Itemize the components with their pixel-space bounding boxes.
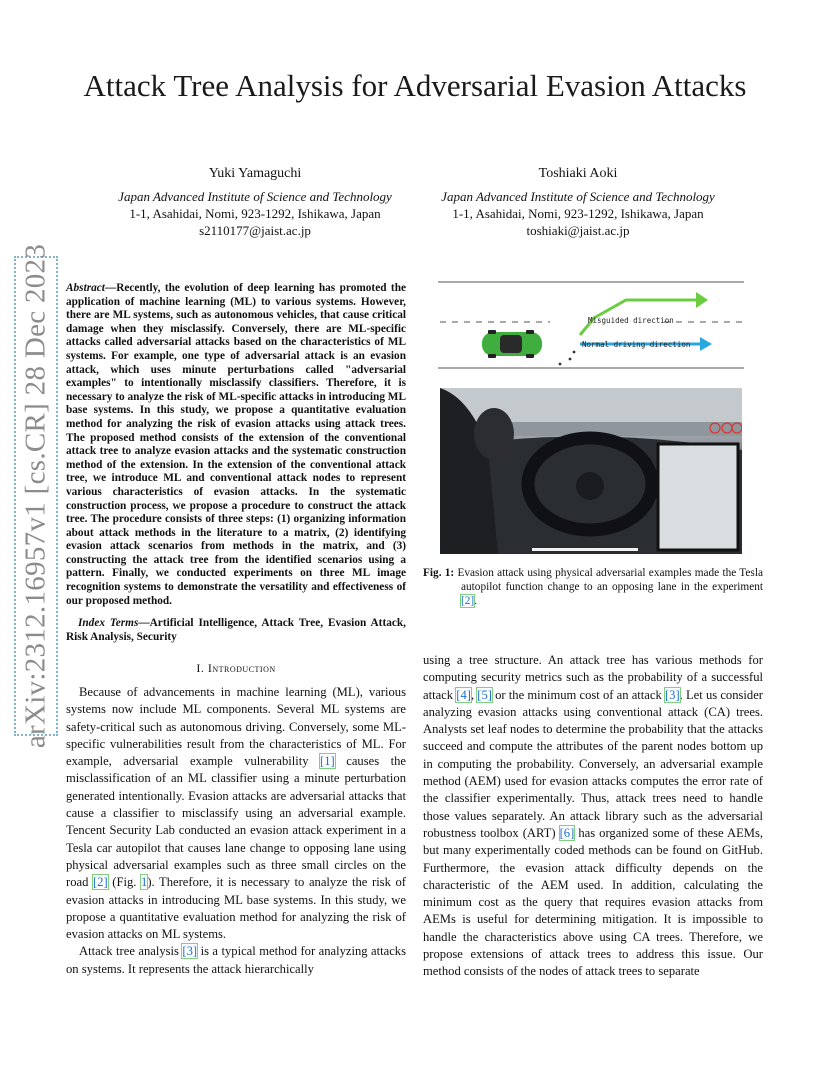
author-address: 1-1, Asahidai, Nomi, 923-1292, Ishikawa, Japan — [452, 206, 704, 221]
center-display — [658, 444, 738, 550]
index-terms — [66, 617, 406, 644]
tesla-cockpit-illustration — [440, 388, 742, 554]
text-run: (Fig. — [107, 875, 142, 890]
text-run: ). Therefore, it is necessary to analyze the risk of evasion attacks in introducing ML base systems. In this study, we propose a quantitative evaluation method for analyzing the risk of evasion attacks on ML systems. — [66, 875, 406, 942]
author-name: Yuki Yamaguchi — [208, 166, 302, 181]
text-run: or the minimum cost of an attack — [491, 687, 665, 702]
text-run: has organized some of these AEMs, but many experimentally coded methods can be found on GitHub. Furthermore, the evasion attack difficulty depends on the characteristic of the AEM used. In addition, calculating the minimum cost as the query that requires evasion attacks from AEMs is useful for determining mitigation. It is impossible to handle the characteristics above using CA trees. Therefore, we propose extensions of attack trees to address this issue. Our method consists of the nodes of attack trees to separate — [423, 825, 764, 979]
figure-caption: Fig. 1: Evasion attack using physical adversarial examples made the Tesla autopilot function change to an opposing lane in the experiment [2]. — [423, 567, 763, 607]
section-title: Introduction — [207, 661, 276, 675]
text-run: . Let us consider analyzing evasion attacks using conventional attack (CA) trees. Analysts set leaf nodes to determine the probability that the attacks succeed and compute the attributes of the parent nodes bottom up in computing the probability. Conversely, an adversarial example method (AEM) used for evasion attacks computes the error rate of the classifier experimentally. Thus, attack trees need to handle those values separately. An attack library such as the adversarial robustness toolbox (ART) — [423, 687, 763, 840]
section-number: I. — [196, 661, 205, 675]
abstract — [66, 282, 406, 608]
text-run: Attack tree analysis — [79, 944, 183, 959]
citation-link[interactable]: [3] — [182, 944, 198, 959]
road-dot — [573, 351, 576, 354]
misguided-arrow — [580, 292, 708, 335]
figure-diagram — [438, 280, 744, 372]
author-block-2 — [418, 165, 738, 239]
author-email: toshiaki@jaist.ac.jp — [526, 223, 630, 238]
paragraph — [66, 684, 406, 943]
normal-label: Normal driving direction — [582, 340, 691, 349]
misguided-label: Misguided direction — [588, 316, 674, 325]
citation-link[interactable]: [3] — [664, 687, 680, 702]
figure-label: Fig. 1: — [423, 567, 455, 579]
figure-ref-link[interactable]: 1 — [141, 875, 148, 890]
author-email: s2110177@jaist.ac.jp — [199, 223, 311, 238]
text-run: using a tree structure. An attack tree has various methods for computing security metrics such as the probability of a successful attack — [423, 653, 763, 702]
citation-link[interactable]: [5] — [477, 687, 492, 702]
author-name: Toshiaki Aoki — [538, 166, 618, 181]
text-run: , — [470, 687, 478, 702]
arxiv-stamp-link[interactable] — [14, 243, 58, 749]
road-dot — [559, 363, 562, 366]
citation-link[interactable]: [2] — [461, 595, 475, 607]
author-affiliation: Japan Advanced Institute of Science and Technology — [441, 189, 715, 204]
citation-link[interactable]: [2] — [92, 875, 108, 890]
left-column-text — [66, 684, 406, 978]
abstract-label: Abstract — [66, 282, 105, 294]
citation-link[interactable]: [6] — [559, 825, 575, 840]
author-address: 1-1, Asahidai, Nomi, 923-1292, Ishikawa, Japan — [129, 206, 381, 221]
text-run: Because of advancements in machine learning (ML), various systems now include ML components. Several ML systems are safety-critical such as autonomous driving. Conversely, some ML-specific vulnerabilities result from the characteristics of ML. For example, adversarial example vulnerability — [66, 685, 406, 769]
section-heading — [66, 661, 406, 676]
citation-link[interactable]: [1] — [320, 754, 335, 769]
figure-photo — [440, 388, 742, 554]
author-block-1 — [90, 165, 420, 239]
citation-link[interactable]: [4] — [456, 687, 471, 702]
right-column-text — [423, 652, 763, 981]
paragraph — [66, 943, 406, 978]
index-terms-label: Index Terms — [78, 617, 139, 629]
road-dot — [569, 358, 572, 361]
text-run: causes the misclassification of an ML classifier using a minute perturbation generated intentionally. Evasion attacks are adversarial attacks that cause a classifier to misclassify using an adversarial example. Tencent Security Lab conducted an evasion attack experiment in a Tesla car autopilot that causes lane change to opposing lane using physical adversarial examples such as three small circles on the road — [66, 754, 406, 890]
arxiv-id: arXiv:2312.16957v1 [cs.CR] 28 Dec 2023 — [19, 243, 52, 749]
figure-caption-text: Evasion attack using physical adversarial examples made the Tesla autopilot function change to an opposing lane in the experiment — [457, 567, 763, 593]
paper-title: Attack Tree Analysis for Adversarial Evasion Attacks — [83, 68, 747, 103]
abstract-text: —Recently, the evolution of deep learning has promoted the application of machine learning (ML) to various systems. However, there are ML systems, such as autonomous vehicles, that cause critical damage when they misclassify. Conversely, there are ML-specific attacks called adversarial attacks based on the characteristics of ML systems. For example, one type of adversarial attack is an evasion attack, which uses minute perturbations called "adversarial examples" to intentionally misclassify classifiers. Therefore, it is necessary to analyze the risk of ML-specific attacks in introducing ML base systems. In this study, we propose a quantitative evaluation method for analyzing the risk of evasion attacks using attack trees. The proposed method consists of the extension of the conventional attack tree to analyze evasion attacks and the systematic construction method of the extension. In the extension of the conventional attack tree, we introduce ML and conventional attack nodes to represent various characteristics of evasion attacks. In the systematic construction process, we propose a procedure to construct the attack tree. The procedure consists of three steps: (1) organizing information about attack methods in the literature to a matrix, (2) identifying evasion attack scenarios from methods in the matrix, and (3) constructing the attack tree from the identified scenarios using a pattern. Finally, we conducted experiments on three ML image recognition systems to demonstrate the versatility and effectiveness of our proposed method. — [66, 282, 406, 607]
text-run: is a typical method for analyzing attacks on systems. It represents the attack hierarchically — [66, 944, 406, 976]
car-icon — [482, 330, 542, 358]
index-terms-text: —Artificial Intelligence, Attack Tree, Evasion Attack, Risk Analysis, Security — [66, 617, 406, 643]
author-affiliation: Japan Advanced Institute of Science and Technology — [118, 189, 392, 204]
